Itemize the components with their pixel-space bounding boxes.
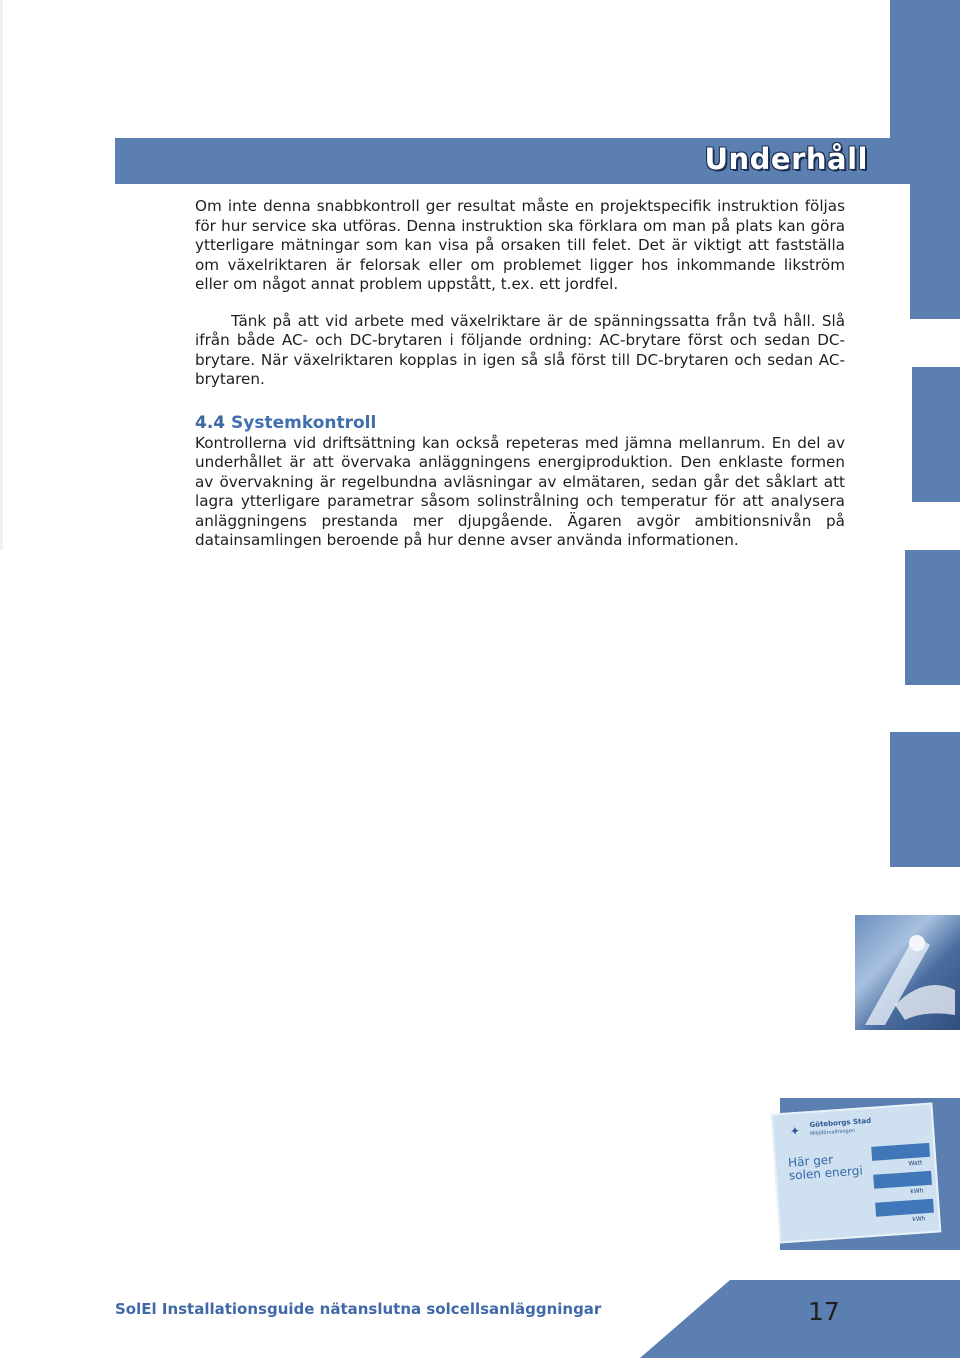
paragraph-2: Tänk på att vid arbete med växelriktare är de spänningssatta från två håll. Slå ifrån både AC- och DC-brytaren i följande ordning: AC-brytare först och sedan DC-brytare. När växelriktaren kopplas in igen så slå först till DC-brytaren och sedan AC-brytaren. [195,311,845,388]
decor-tile [890,732,960,867]
footer-band [640,1280,960,1358]
section-heading [195,412,845,434]
page-edge [0,0,3,550]
city-logo-icon: ✦ [789,1123,801,1139]
sign-unit-kwh-2: kWh [912,1215,926,1224]
sign-display-watt [871,1143,930,1161]
sign-unit-watt: Watt [908,1159,923,1168]
sign-display-kwh-1 [873,1171,932,1189]
paragraph-1: Om inte denna snabbkontroll ger resultat måste en projektspecifik instruktion följas för hur service ska utföras. Denna instruktion ska förklara om man på plats kan göra ytterligare mätningar som kan visa på orsaken till felet. Det är viktigt att fastställa om växelriktaren är felorsak eller om problemet ligger hos inkommande likström eller om något annat problem uppstått, t.ex. ett jordfel. [195,197,845,293]
turbine-photo [855,915,960,1030]
decor-tile [890,0,960,138]
main-content [195,197,845,551]
section-number: 4.4 [195,412,226,433]
section-title: Systemkontroll [231,412,377,433]
sign-brand-name: Göteborgs Stad [809,1116,872,1130]
page-number: 17 [808,1297,840,1326]
page-title: Underhåll [704,142,868,176]
turbine-illustration [855,915,960,1030]
paragraph-3: Kontrollerna vid driftsättning kan också repeteras med jämna mellanrum. En del av underhållet är att övervaka anläggningens energiproduktion. Den enklaste formen av övervakning är regelbundna avläsningar av elmätaren, sedan går det såklart att lagra ytterligare parametrar såsom solinstrålning och temperatur för att analysera anläggningens prestanda mer djupgående. Ägaren avgör ambitionsnivån på datainsamlingen beroende på hur denne avser använda informationen. [195,433,845,549]
sign-brand [809,1117,872,1137]
solar-sign [771,1103,942,1244]
sign-unit-kwh-1: kWh [910,1187,924,1196]
sign-display-kwh-2 [875,1199,934,1217]
sign-text: Här ger solen energi [787,1152,864,1183]
sign-brand-sub: Miljöförvaltningen [809,1127,856,1138]
decor-tile [910,184,960,319]
footer-title: SolEl Installationsguide nätanslutna solcellsanläggningar [115,1300,602,1318]
decor-tile [912,367,960,502]
decor-tile [905,550,960,685]
